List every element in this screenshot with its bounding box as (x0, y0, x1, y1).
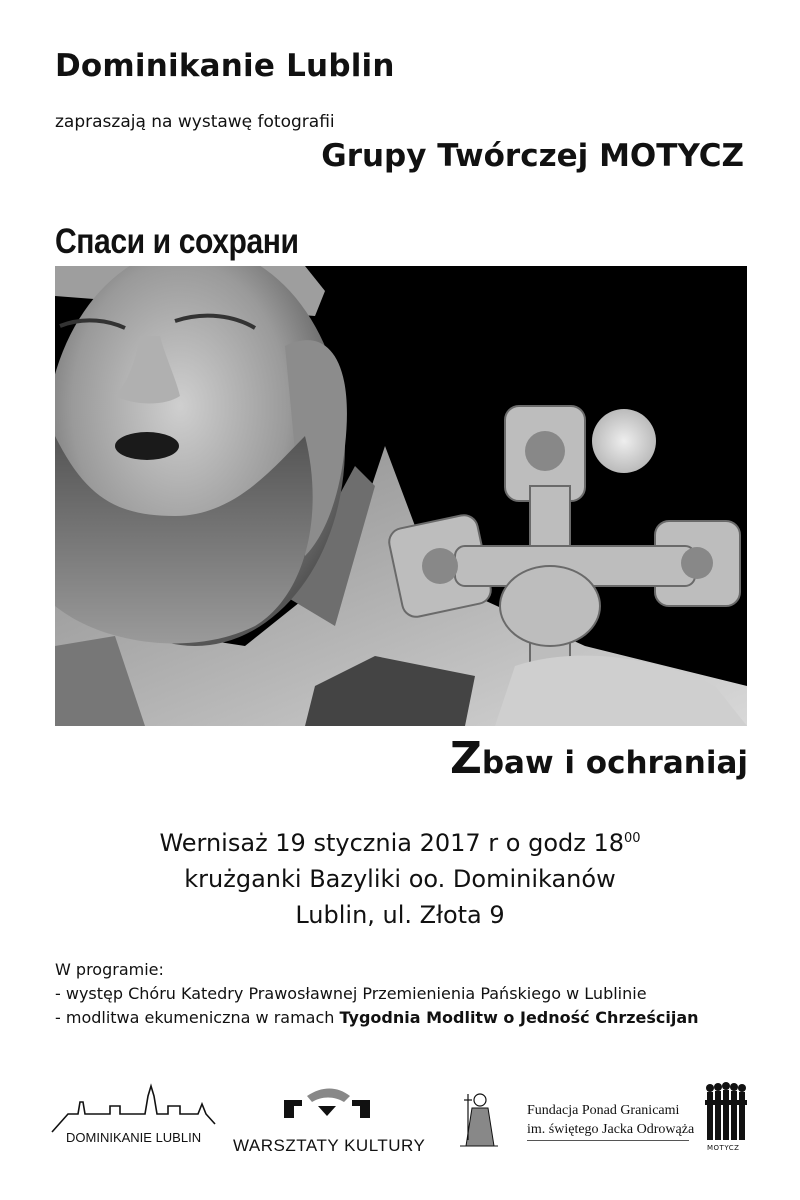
title-polish (450, 733, 748, 784)
program-item-prayer-prefix: - modlitwa ekumeniczna w ramach (55, 1008, 340, 1027)
program-item-choir: - występ Chóru Katedry Prawosławnej Przemienienia Pańskiego w Lublinie (55, 984, 647, 1003)
program-heading: W programie: (55, 960, 164, 979)
invite-text: zapraszają na wystawę fotografii (55, 112, 335, 132)
program-section (55, 958, 699, 1030)
fundacja-logo-underline (527, 1140, 689, 1141)
group-name: Grupy Twórczej MOTYCZ (321, 138, 744, 174)
motycz-logo (705, 1082, 747, 1144)
event-address-line: Lublin, ul. Złota 9 (295, 901, 505, 929)
motycz-logo-text: MOTYCZ (707, 1144, 740, 1152)
warsztaty-kultury-logo (282, 1086, 372, 1120)
fundacja-logo-line1: Fundacja Ponad Granicami (527, 1103, 680, 1118)
event-time-minutes: 00 (624, 831, 641, 846)
fundacja-logo-line2: im. świętego Jacka Odrowąża (527, 1122, 695, 1137)
event-venue-line: krużganki Bazyliki oo. Dominikanów (184, 865, 616, 893)
organizer-title: Dominikanie Lublin (55, 48, 395, 84)
program-item-prayer-bold: Tygodnia Modlitw o Jedność Chrześcijan (339, 1008, 699, 1027)
title-polish-rest: baw i ochraniaj (481, 745, 748, 781)
exhibition-photo (55, 266, 747, 726)
dominikanie-lublin-logo (50, 1082, 220, 1134)
program-item-prayer (55, 1006, 699, 1030)
event-date: Wernisaż 19 stycznia 2017 r o godz 18 (159, 829, 625, 857)
event-date-line (0, 825, 800, 861)
warsztaty-kultury-logo-text: WARSZTATY KULTURY (233, 1136, 426, 1155)
title-polish-initial: Z (449, 733, 482, 784)
saint-jacek-icon (458, 1090, 500, 1148)
title-russian: Спаси и сохрани (55, 222, 299, 261)
dominikanie-lublin-logo-text: DOMINIKANIE LUBLIN (66, 1130, 202, 1145)
priest-with-cross-photo (55, 266, 747, 726)
event-details (0, 825, 800, 933)
